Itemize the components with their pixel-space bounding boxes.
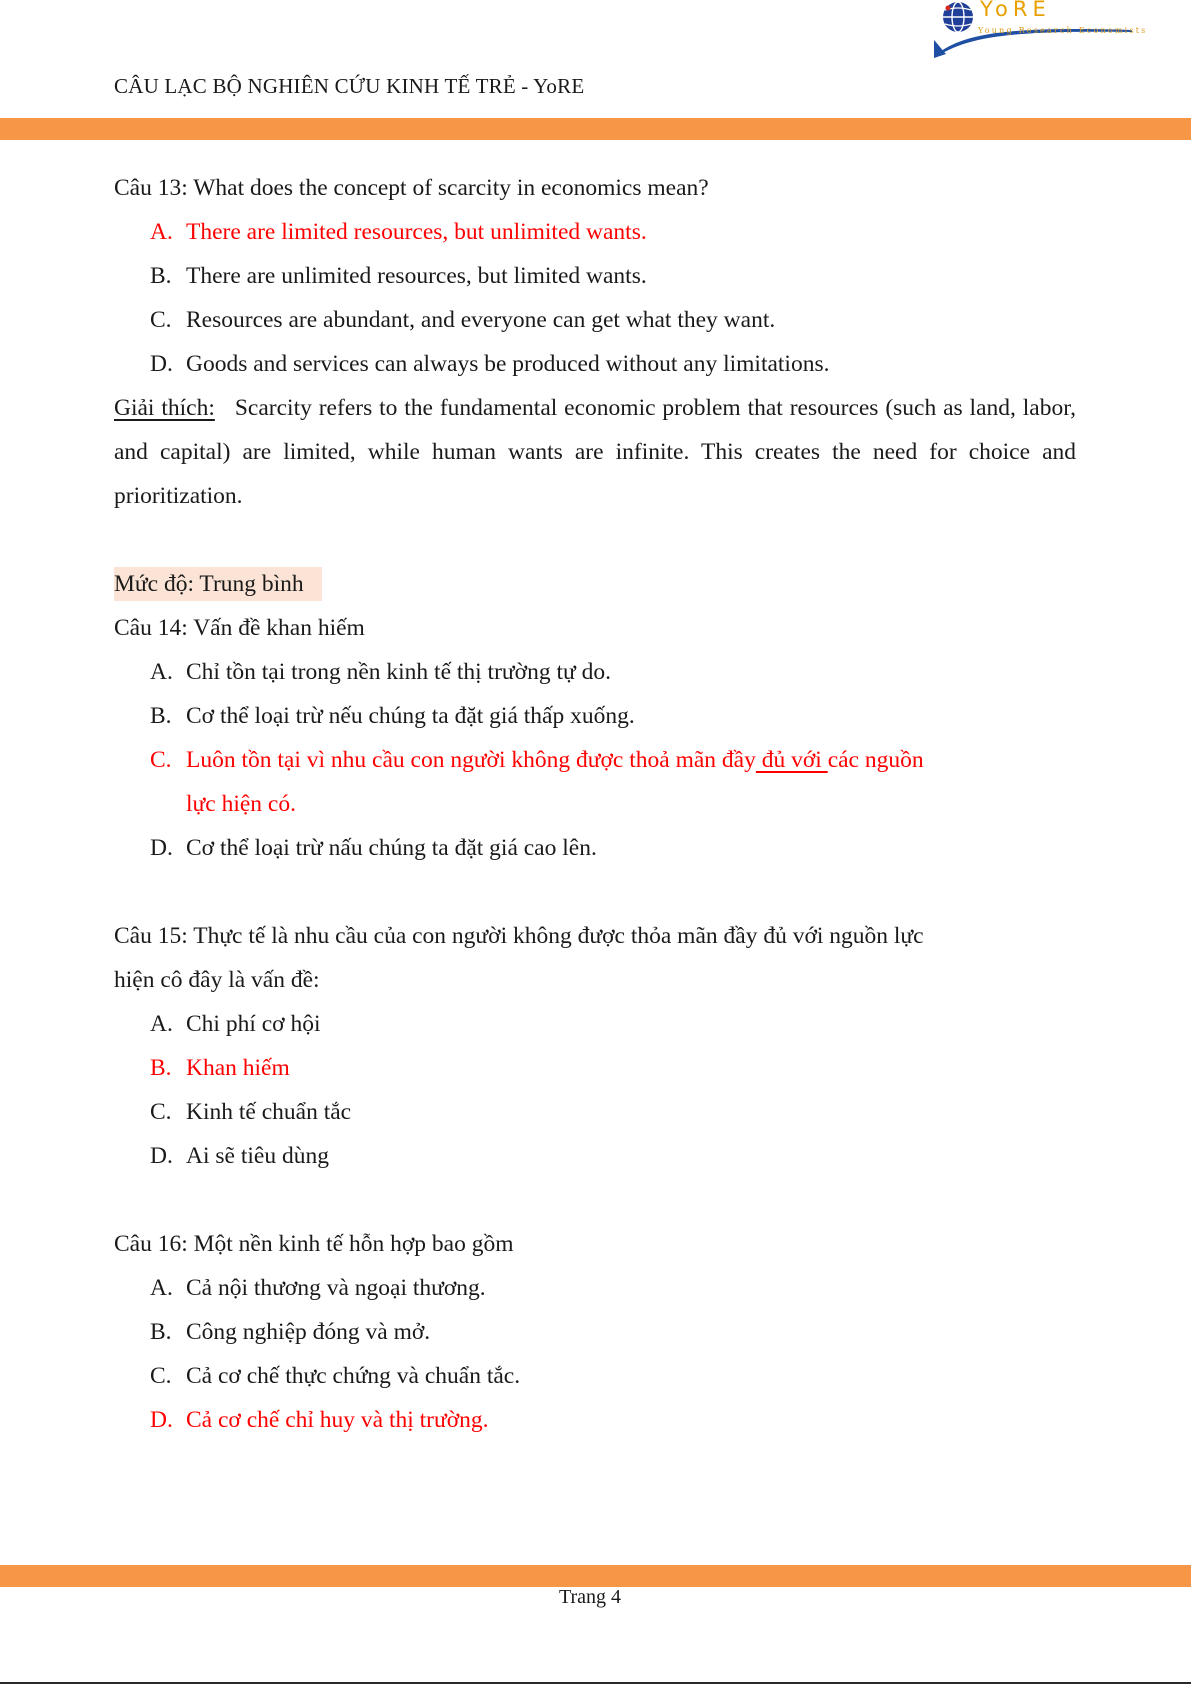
- option-text: Cơ thể loại trừ nấu chúng ta đặt giá cao lên.: [186, 835, 597, 861]
- level-badge: Mức độ: Trung bình: [114, 567, 322, 601]
- option-letter: C.: [150, 747, 172, 773]
- q14-option-b: [114, 694, 1076, 738]
- page-number: Trang 4: [558, 1586, 622, 1608]
- option-text: Cả nội thương và ngoại thương.: [186, 1275, 486, 1301]
- option-letter: A.: [150, 1275, 173, 1301]
- option-letter: C.: [150, 1099, 172, 1125]
- q15-option-c: [114, 1090, 1076, 1134]
- bottom-divider: [0, 1682, 1191, 1684]
- page-content: [114, 166, 1076, 1442]
- difficulty-level: [114, 562, 1076, 606]
- option-text: Resources are abundant, and everyone can get what they want.: [186, 307, 776, 333]
- option-letter: A.: [150, 219, 173, 245]
- spacer: [114, 518, 1076, 562]
- logo-text: YoRE: [980, 0, 1051, 21]
- option-letter: A.: [150, 1011, 173, 1037]
- option-letter: D.: [150, 835, 173, 861]
- option-letter: C.: [150, 307, 172, 333]
- q13-option-a: [114, 210, 1076, 254]
- spacer: [114, 870, 1076, 914]
- q13-option-b: [114, 254, 1076, 298]
- option-text: Goods and services can always be produced without any limitations.: [186, 351, 830, 377]
- option-text: Công nghiệp đóng và mở.: [186, 1319, 431, 1345]
- option-letter: D.: [150, 1407, 173, 1433]
- option-text: Khan hiếm: [186, 1055, 290, 1081]
- option-letter: D.: [150, 351, 173, 377]
- globe-icon: [940, 0, 976, 34]
- q13-question: Câu 13: What does the concept of scarcity in economics mean?: [114, 175, 709, 201]
- option-text: Cả cơ chế chỉ huy và thị trường.: [186, 1407, 489, 1433]
- option-text: Chi phí cơ hội: [186, 1011, 321, 1037]
- spacer: [114, 1178, 1076, 1222]
- q16-question: Câu 16: Một nền kinh tế hỗn hợp bao gồm: [114, 1231, 514, 1257]
- q15-question-line1: Câu 15: Thực tế là nhu cầu của con người không được thỏa mãn đầy đủ với nguồn lực: [114, 923, 924, 949]
- option-letter: A.: [150, 659, 173, 685]
- option-letter: B.: [150, 1055, 172, 1081]
- q14-question: Câu 14: Vấn đề khan hiếm: [114, 615, 365, 641]
- footer-band: [0, 1565, 1191, 1587]
- q16-option-d: [114, 1398, 1076, 1442]
- q15-option-a: [114, 1002, 1076, 1046]
- explanation-text: Scarcity refers to the fundamental economic problem that resources (such as land, labor, and capital) are limited, while human wants are infinite. This creates the need for choice and prioritization.: [114, 395, 1076, 509]
- option-text: Chỉ tồn tại trong nền kinh tế thị trường tự do.: [186, 659, 611, 685]
- q14-option-d: [114, 826, 1076, 870]
- option-text: Ai sẽ tiêu dùng: [186, 1143, 329, 1169]
- q16-option-b: [114, 1310, 1076, 1354]
- yore-logo: [932, 0, 1148, 56]
- option-letter: B.: [150, 263, 172, 289]
- q15-option-d: [114, 1134, 1076, 1178]
- q16-option-a: [114, 1266, 1076, 1310]
- q14-option-a: [114, 650, 1076, 694]
- logo-tagline: Young Research Economists: [978, 26, 1148, 35]
- q14-option-c-continued: lực hiện có.: [186, 791, 296, 817]
- option-text: Luôn tồn tại vì nhu cầu con người không được thoả mãn đầy: [186, 747, 756, 773]
- option-letter: D.: [150, 1143, 173, 1169]
- q15-option-b: [114, 1046, 1076, 1090]
- header-band: [0, 118, 1191, 140]
- q16-option-c: [114, 1354, 1076, 1398]
- option-text-underlined: đủ với: [755, 747, 828, 773]
- option-letter: C.: [150, 1363, 172, 1389]
- q13-option-c: [114, 298, 1076, 342]
- q15-question-line2: hiện cô đây là vấn đề:: [114, 967, 320, 993]
- option-text: There are unlimited resources, but limited wants.: [186, 263, 647, 289]
- q14-option-c: [114, 738, 1076, 782]
- explanation-label: Giải thích:: [114, 395, 215, 421]
- option-text: Cơ thể loại trừ nếu chúng ta đặt giá thấp xuống.: [186, 703, 635, 729]
- option-letter: B.: [150, 1319, 172, 1345]
- option-text: các nguồn: [827, 747, 924, 773]
- header-club-name: CÂU LẠC BỘ NGHIÊN CỨU KINH TẾ TRẺ - YoRE: [114, 74, 585, 98]
- option-text: Kinh tế chuẩn tắc: [186, 1099, 352, 1125]
- q13-explanation: [114, 386, 1076, 518]
- q13-option-d: [114, 342, 1076, 386]
- option-letter: B.: [150, 703, 172, 729]
- option-text: There are limited resources, but unlimited wants.: [186, 219, 647, 245]
- option-text: Cả cơ chế thực chứng và chuẩn tắc.: [186, 1363, 521, 1389]
